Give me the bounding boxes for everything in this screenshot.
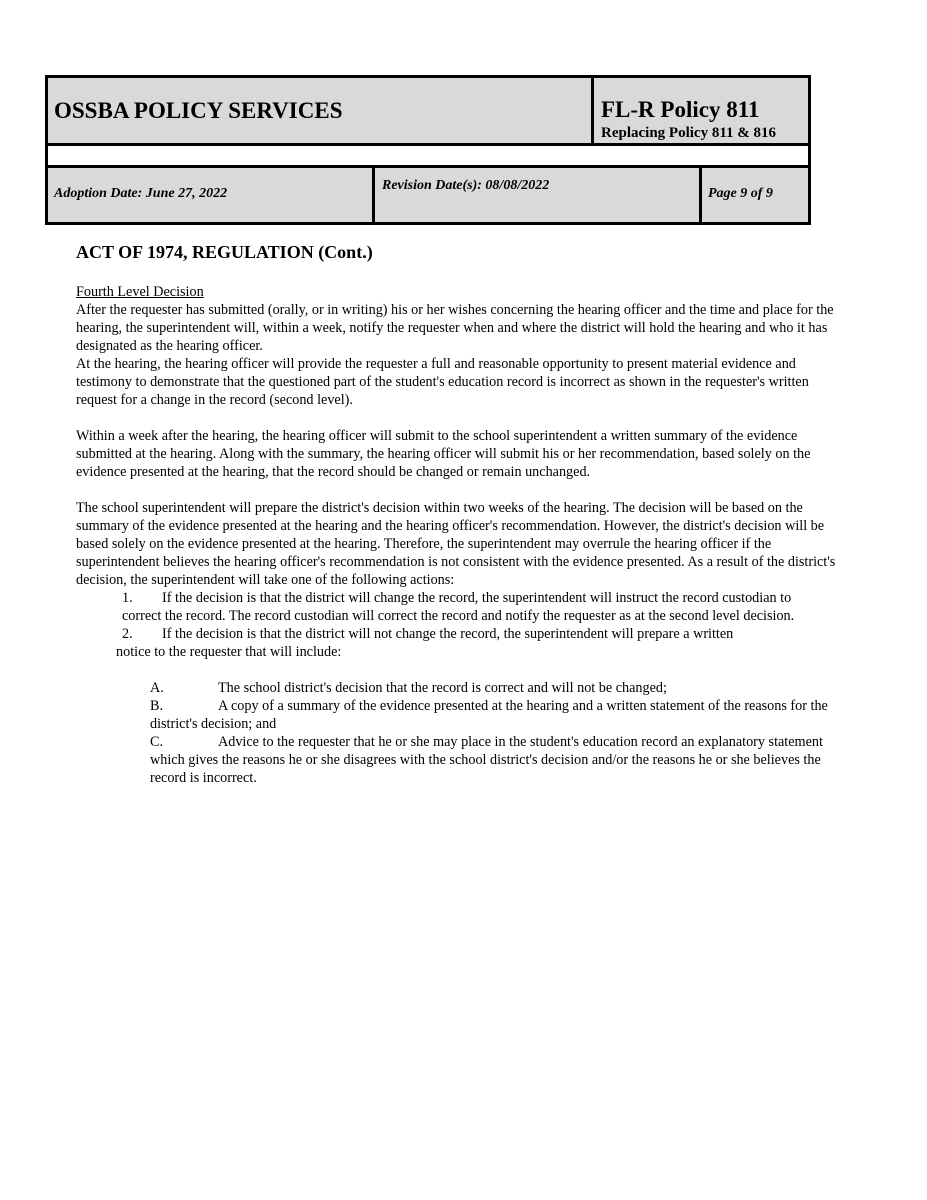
- org-cell: [48, 78, 594, 146]
- adoption-cell: [48, 168, 375, 222]
- page-title: ACT OF 1974, REGULATION (Cont.): [76, 242, 373, 262]
- header-spacer-row: [48, 146, 808, 168]
- revision-cell: [375, 168, 702, 222]
- adoption-date: Adoption Date: June 27, 2022: [54, 186, 228, 201]
- replacing-policy: Replacing Policy 811 & 816: [601, 125, 776, 141]
- policy-number: FL-R Policy 811: [601, 97, 760, 122]
- action-item-1-cont: correct the record. The record custodian will correct the record and notify the requester as at the second level decision.: [122, 608, 795, 624]
- policy-cell: [594, 78, 808, 146]
- paragraph-1: After the requester has submitted (orally, or in writing) his or her wishes concerning the hearing officer and the time and place for the hearing, the superintendent will, within a week, notify the requester when and where the district will hold the hearing and who it has designated as the hearing officer.: [76, 302, 834, 354]
- page-cell: [702, 168, 808, 222]
- paragraph-4: The school superintendent will prepare the district's decision within two weeks of the hearing. The decision will be based on the summary of the evidence presented at the hearing and the hearing officer's recommendation. However, the district's decision will be based solely on the evidence presented at the hearing. Therefore, the superintendent may overrule the hearing officer if the superintendent believes the hearing officer's recommendation is not consistent with the evidence presented. As a result of the district's decision, the superintendent will take one of the following actions:: [76, 500, 836, 588]
- policy-header-table: [45, 75, 811, 225]
- paragraph-3: Within a week after the hearing, the hearing officer will submit to the school superintendent a written summary of the evidence submitted at the hearing. Along with the summary, the hearing officer will submit his or her recommendation, based solely on the evidence presented at the hearing, that the record should be changed or remain unchanged.: [76, 428, 811, 480]
- page-number: Page 9 of 9: [708, 186, 773, 201]
- revision-date: Revision Date(s): 08/08/2022: [382, 178, 550, 193]
- notice-item-c: C. Advice to the requester that he or she may place in the student's education record an explanatory statement which gives the reasons he or she disagrees with the school district's decision and/or the reasons he or she believes the record is incorrect.: [150, 734, 823, 786]
- action-item-2: 2. If the decision is that the district will not change the record, the superintendent will prepare a written: [122, 626, 734, 642]
- section-heading: Fourth Level Decision: [76, 284, 204, 300]
- action-item-2-cont: notice to the requester that will include:: [116, 644, 342, 660]
- paragraph-2: At the hearing, the hearing officer will provide the requester a full and reasonable opportunity to present material evidence and testimony to demonstrate that the questioned part of the student's education record is incorrect as shown in the requester's written request for a change in the record (second level).: [76, 356, 809, 408]
- action-item-1: 1. If the decision is that the district will change the record, the superintendent will instruct the record custodian to: [122, 590, 792, 606]
- notice-item-a: A. The school district's decision that the record is correct and will not be changed;: [150, 680, 667, 696]
- org-name: OSSBA POLICY SERVICES: [54, 98, 343, 123]
- notice-item-b: B. A copy of a summary of the evidence presented at the hearing and a written statement of the reasons for the district's decision; and: [150, 698, 828, 732]
- document-body: [76, 283, 851, 787]
